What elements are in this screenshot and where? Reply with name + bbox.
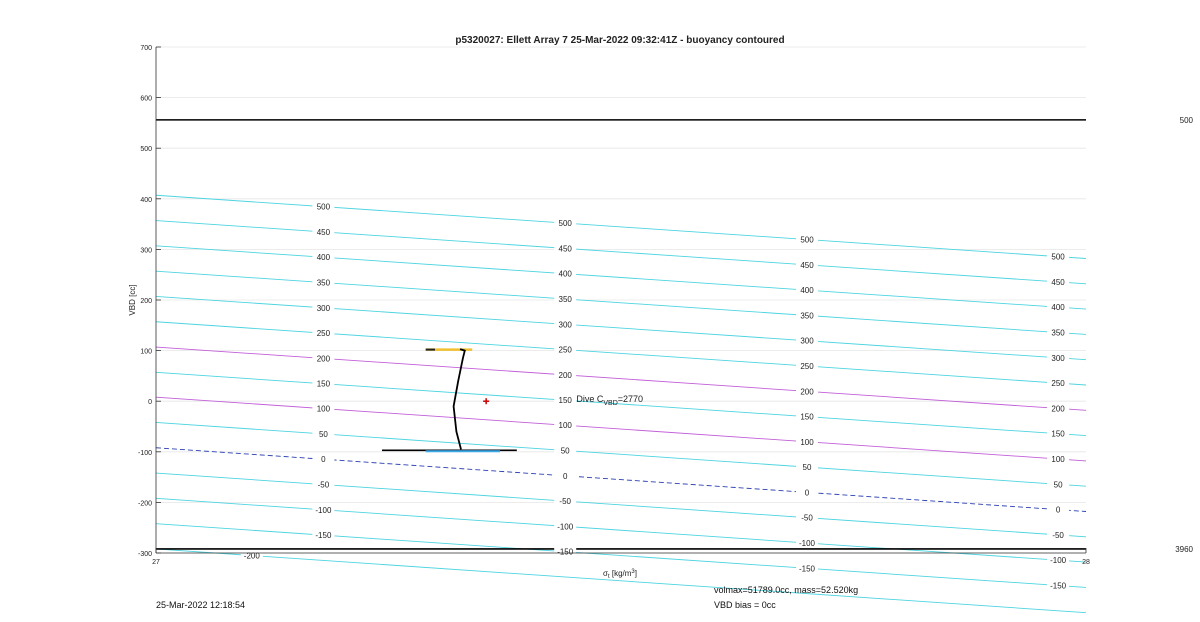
- contour-label: 300: [316, 303, 331, 313]
- contour-label: 500: [800, 235, 814, 245]
- contour-label: 0: [562, 471, 568, 481]
- x-axis-label: $\sigma_t$ $[kg/m^3]$: [603, 569, 637, 580]
- contour-label: -50: [559, 497, 571, 507]
- y-tick-label: 400: [140, 196, 152, 204]
- contour-label: -50: [801, 513, 813, 523]
- contour-line: [156, 473, 1086, 537]
- contour-label: 450: [316, 227, 331, 237]
- hline-layer: [156, 116, 1194, 554]
- contour-label: 250: [558, 345, 572, 355]
- contour-label: -100: [798, 538, 816, 548]
- footer-vbd-bias: VBD bias = 0cc: [714, 600, 776, 610]
- dive-cvbd-annotation: Dive $C_{VBD}=2770$: [576, 394, 644, 408]
- contour-label: 50: [802, 463, 812, 473]
- contour-label: -200: [243, 551, 260, 561]
- contour-label: 400: [558, 269, 572, 279]
- contour-label: 450: [800, 260, 814, 270]
- contour-label: 350: [1051, 328, 1065, 338]
- contour-label: 150: [316, 379, 331, 389]
- contour-label: 250: [800, 362, 814, 372]
- contour-line: [156, 322, 1086, 385]
- contour-label: 50: [560, 446, 570, 456]
- contour-label: 500: [316, 202, 331, 212]
- contour-label: 100: [316, 404, 331, 414]
- contour-label: 0: [804, 488, 810, 498]
- contour-label: 350: [316, 278, 331, 288]
- contour-line: [156, 397, 1086, 461]
- contour-label: 400: [800, 286, 814, 296]
- contour-label: -100: [315, 505, 332, 515]
- reference-line-label: 500: [1179, 115, 1193, 125]
- y-tick-label: 300: [140, 247, 152, 255]
- contour-label: 200: [800, 387, 814, 397]
- contour-label: 150: [1051, 429, 1065, 439]
- contour-label: 450: [1051, 277, 1065, 287]
- footer-volmax: volmax=51789.0cc, mass=52.520kg: [714, 585, 859, 595]
- y-axis-label: VBD [cc]: [128, 284, 137, 316]
- y-tick-label: 700: [140, 45, 152, 52]
- x-tick-label: 28: [1082, 559, 1090, 566]
- contour-line: [156, 448, 1086, 512]
- contour-label: 50: [318, 429, 328, 439]
- footer-timestamp: 25-Mar-2022 12:18:54: [156, 600, 246, 610]
- contour-label: 300: [1051, 353, 1065, 363]
- contour-label: 500: [558, 219, 572, 229]
- contour-line: [156, 498, 1086, 562]
- contour-line: [156, 422, 1086, 486]
- y-tick-label: 600: [140, 95, 152, 103]
- reference-line-label: 3960: [1175, 544, 1193, 554]
- contour-label: 150: [800, 412, 814, 422]
- contour-label: 300: [558, 320, 572, 330]
- contour-label: 0: [321, 455, 326, 465]
- contour-label: 350: [558, 294, 572, 304]
- chart-title: p5320027: Ellett Array 7 25-Mar-2022 09:32:41Z - buoyancy contoured: [455, 35, 785, 46]
- contour-label: -150: [798, 564, 816, 574]
- contour-label: 300: [800, 336, 814, 346]
- y-tick-label: -300: [137, 551, 152, 558]
- contour-label: 250: [316, 329, 331, 339]
- contour-label: 200: [1051, 404, 1065, 414]
- y-tick-label: 100: [140, 348, 152, 356]
- contour-label: 500: [1051, 252, 1065, 262]
- contour-label: 400: [1051, 303, 1065, 313]
- contour-label: -150: [1050, 581, 1067, 591]
- contour-label: -50: [317, 480, 330, 490]
- contour-label: 50: [1053, 480, 1063, 490]
- contour-label: 100: [1051, 454, 1065, 464]
- trace-layer: [382, 349, 517, 451]
- y-tick-label: 500: [140, 146, 152, 154]
- x-tick-label: 27: [152, 559, 160, 566]
- contour-label: 0: [1055, 505, 1061, 515]
- dive-trace: [454, 349, 465, 449]
- y-tick-label: 200: [140, 298, 152, 305]
- contour-label: 350: [800, 311, 814, 321]
- axis-layer: [138, 45, 1090, 566]
- contour-label: -150: [315, 531, 332, 541]
- contour-line: [156, 549, 1086, 613]
- y-tick-label: -100: [137, 449, 152, 457]
- contour-label: -100: [557, 522, 574, 532]
- contour-label: -150: [557, 547, 574, 557]
- contour-label: -100: [1050, 556, 1067, 566]
- y-tick-label: -200: [137, 500, 152, 508]
- contour-label: 100: [800, 437, 814, 447]
- contour-line: [156, 271, 1086, 334]
- contour-label: 200: [558, 370, 572, 380]
- y-tick-label: 0: [148, 399, 152, 407]
- contour-label: 200: [316, 354, 331, 364]
- contour-label: 250: [1051, 379, 1065, 389]
- contour-label: 100: [558, 421, 572, 431]
- contour-label: 450: [558, 244, 572, 254]
- contour-label: -50: [1052, 530, 1064, 540]
- contour-line: [156, 221, 1086, 284]
- contour-label: 400: [316, 253, 331, 263]
- contour-label: 150: [558, 396, 572, 406]
